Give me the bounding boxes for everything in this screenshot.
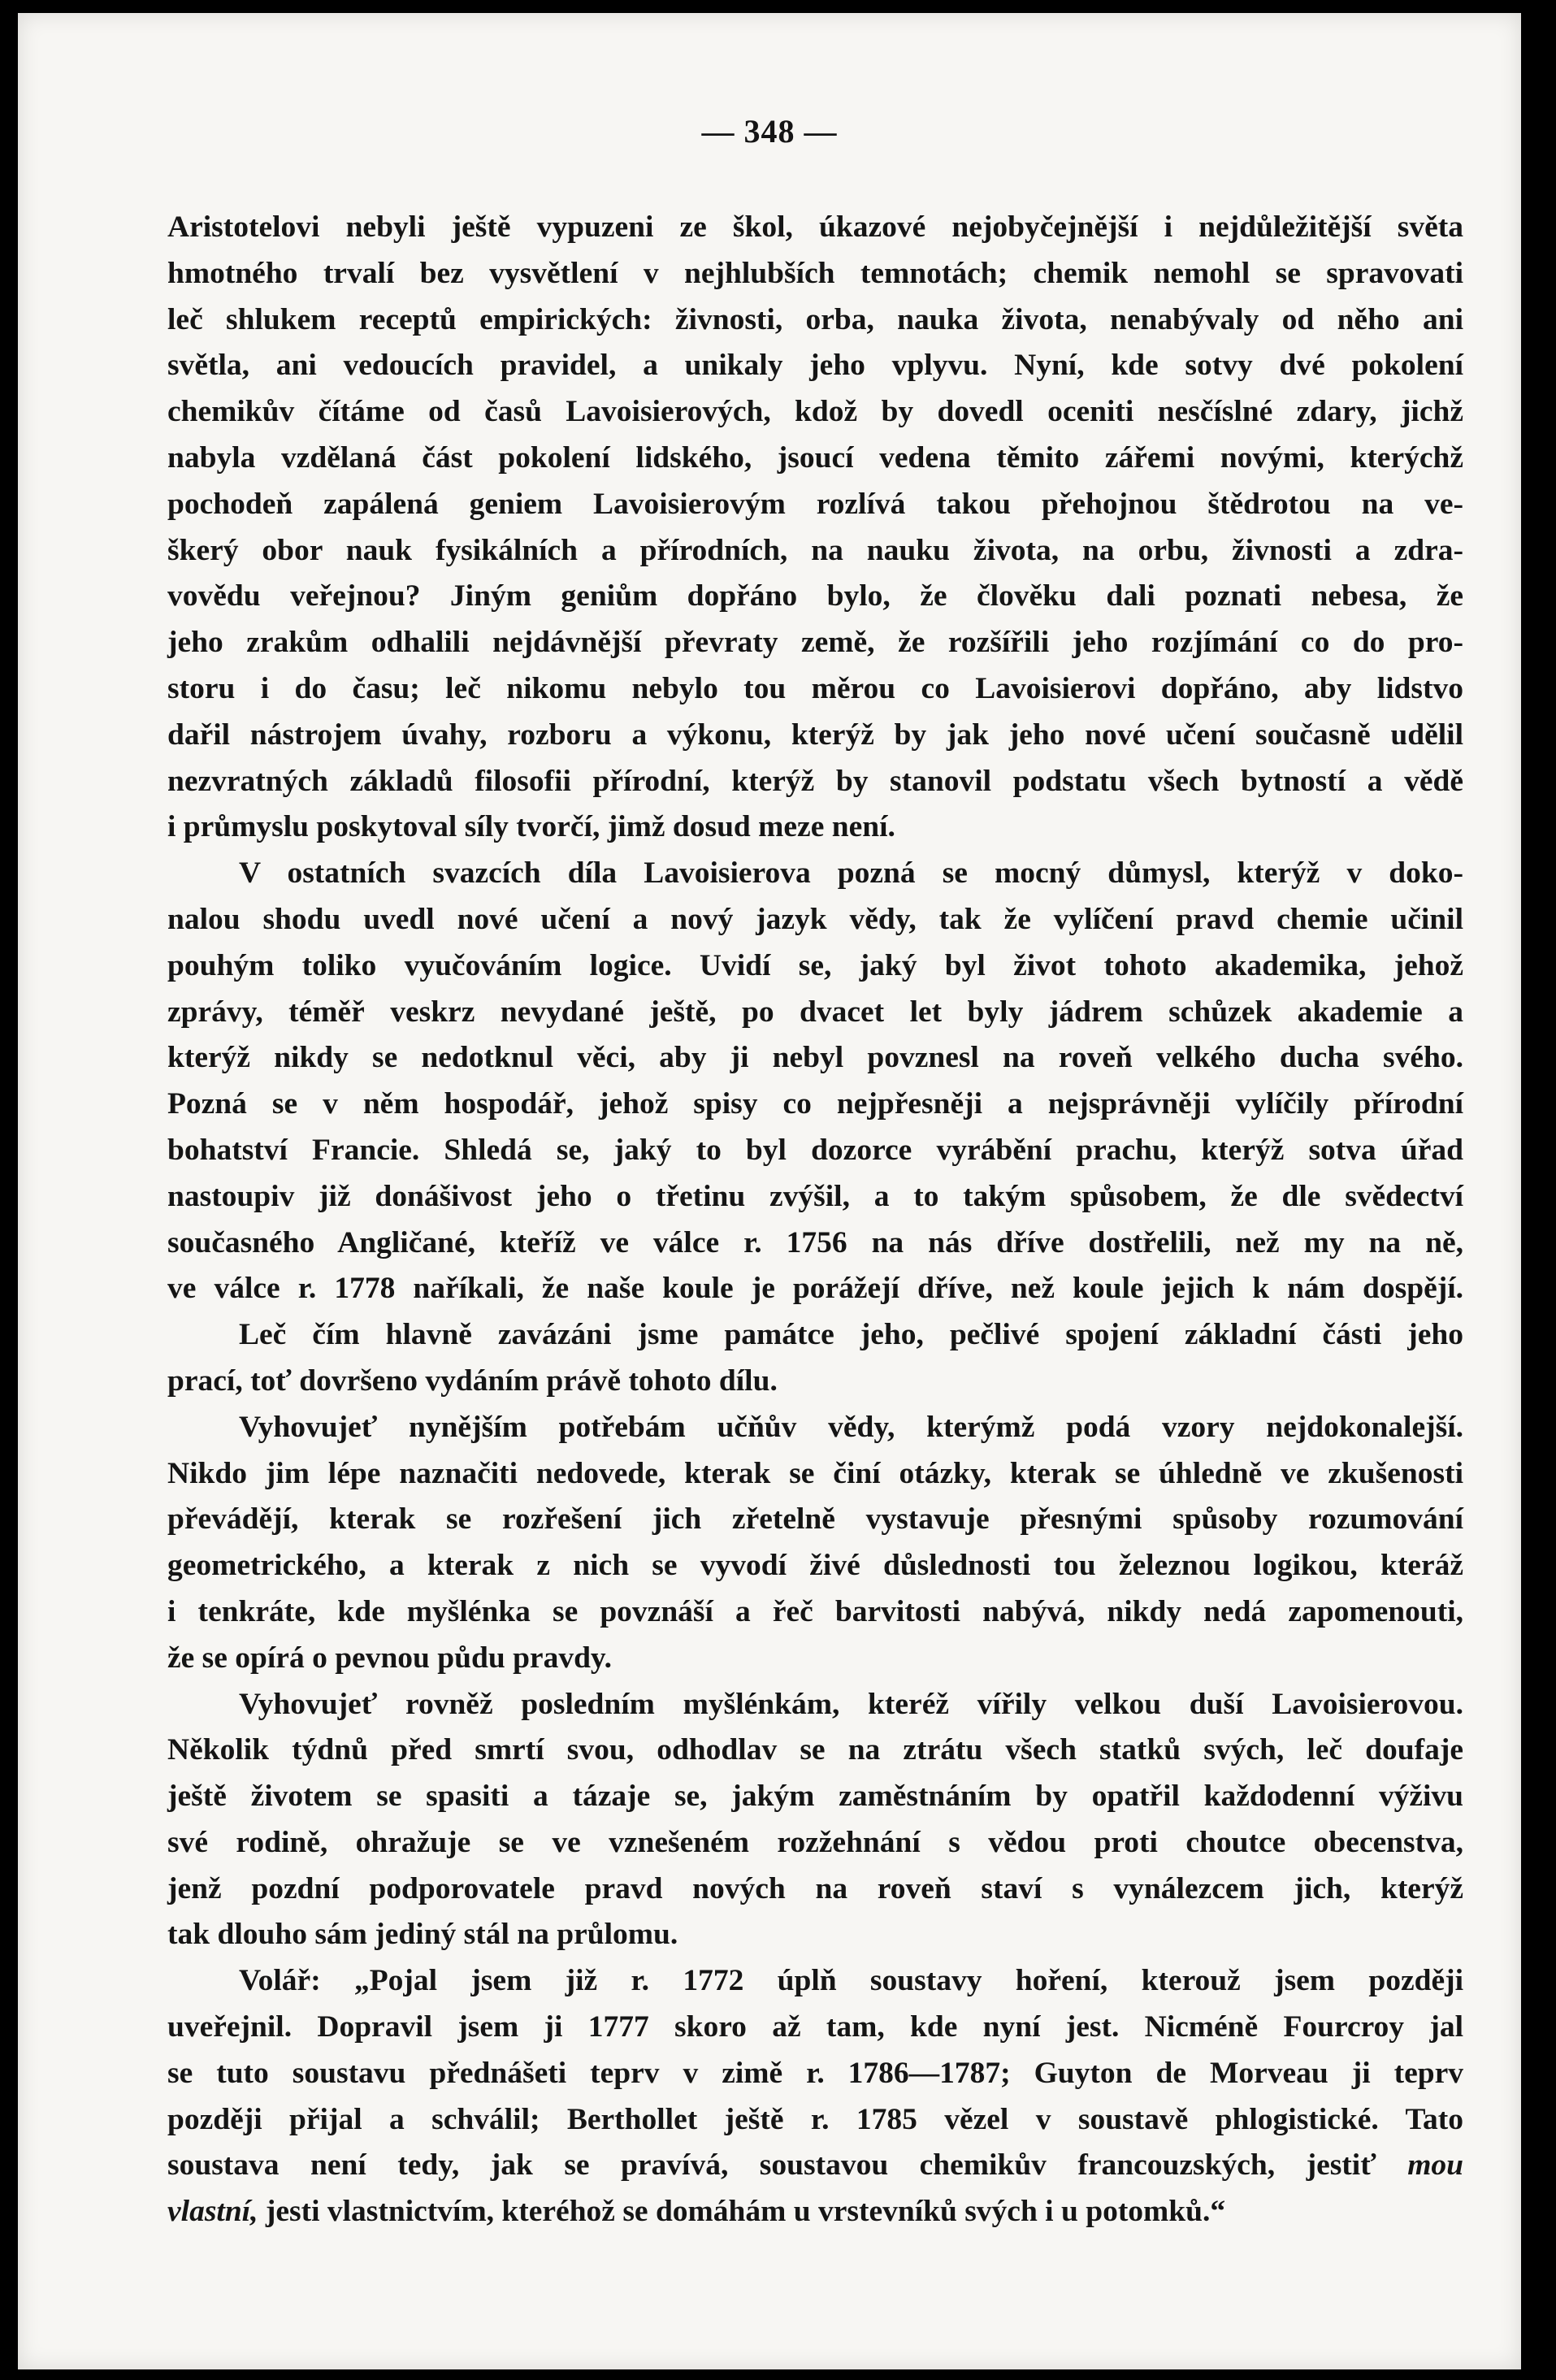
text-line: převádějí, kterak se rozřešení jich zřetelně vystavuje přesnými spůsoby rozumování [167, 1502, 1463, 1537]
text-line: později přijal a schválil; Berthollet ještě r. 1785 vězel v soustavě phlogistické. Tato [167, 2102, 1463, 2136]
text-line: Nikdo jim lépe naznačiti nedovede, kterak se činí otázky, kterak se úhledně ve zkušenosti [167, 1456, 1463, 1490]
text-line: světla, ani vedoucích pravidel, a unikaly jeho vplyvu. Nyní, kde sotvy dvé pokolení [167, 349, 1463, 383]
text-line: své rodině, ohražuje se ve vznešeném rozžehnání s vědou proti choutce obecenstva, [167, 1825, 1463, 1859]
page-number: — 348 — [701, 113, 838, 150]
text-line: Několik týdnů před smrtí svou, odhodlav se na ztrátu všech statků svých, leč doufaje [167, 1733, 1463, 1767]
text-line: tak dlouho sám jediný stál na průlomu. [167, 1918, 678, 1952]
text-line: kterýž nikdy se nedotknul věci, aby ji nebyl povznesl na roveň velkého ducha svého. [167, 1041, 1463, 1075]
text-line: ve válce r. 1778 naříkali, že naše koule je porážejí dříve, než koule jejich k nám dospějí. [167, 1272, 1463, 1306]
text-line: že se opírá o pevnou půdu pravdy. [167, 1641, 612, 1675]
text-line: prací, toť dovršeno vydáním právě tohoto dílu. [167, 1363, 778, 1398]
text-line: dařil nástrojem úvahy, rozboru a výkonu, kterýž by jak jeho nové učení současně udělil [167, 717, 1463, 752]
text-line: i průmyslu poskytoval síly tvorčí, jimž dosud meze není. [167, 810, 895, 844]
text-line: zprávy, téměř veskrz nevydané ještě, po dvacet let byly jádrem schůzek akademie a [167, 995, 1463, 1029]
text-line: Aristotelovi nebyli ještě vypuzeni ze škol, úkazové nejobyčejnější i nejdůležitější světa [167, 210, 1463, 244]
emphasis-text: mou [1407, 2148, 1463, 2183]
text-line: pochodeň zapálená geniem Lavoisierovým rozlívá takou přehojnou štědrotou na ve- [167, 487, 1463, 521]
text-line: ještě životem se spasiti a tázaje se, jakým zaměstnáním by opatřil každodenní výživu [167, 1780, 1463, 1814]
text-segment: jesti vlastnictvím, kteréhož se domáhám u vrstevníků svých i u potomků.“ [265, 2195, 1226, 2229]
text-line: současného Angličané, kteříž ve válce r. 1756 na nás dříve dostřelili, než my na ně, [167, 1225, 1463, 1259]
text-line: geometrického, a kterak z nich se vyvodí živé důslednosti tou železnou logikou, kteráž [167, 1549, 1463, 1583]
body-text [167, 205, 1463, 2235]
text-line: i tenkráte, kde myšlénka se povznáší a řeč barvitosti nabývá, nikdy nedá zapomenouti, [167, 1594, 1463, 1628]
text-line: leč shlukem receptů empirických: živnosti, orba, nauka života, nenabývaly od něho ani [167, 302, 1463, 336]
text-line: hmotného trvalí bez vysvětlení v nejhlubších temnotách; chemik nemohl se spravovati [167, 256, 1463, 290]
emphasis-text: vlastní, [167, 2195, 258, 2229]
text-line: nabyla vzdělaná část pokolení lidského, jsoucí vedena těmito zářemi novými, kterýchž [167, 440, 1463, 475]
text-line: chemikův čítáme od časů Lavoisierových, kdož by dovedl oceniti nesčíslné zdary, jichž [167, 395, 1463, 429]
text-line: nastoupiv již donášivost jeho o třetinu zvýšil, a to takým spůsobem, že dle svědectví [167, 1179, 1463, 1213]
text-line: nezvratných základů filosofii přírodní, kterýž by stanovil podstatu všech bytností a vědě [167, 764, 1463, 798]
text-line: škerý obor nauk fysikálních a přírodních, na nauku života, na orbu, živnosti a zdra- [167, 533, 1463, 567]
book-page [18, 13, 1521, 2369]
text-line: Volář: „Pojal jsem již r. 1772 úplň soustavy hoření, kterouž jsem později [239, 1964, 1463, 1998]
text-line: se tuto soustavu přednášeti teprv v zimě r. 1786—1787; Guyton de Morveau ji teprv [167, 2056, 1463, 2090]
text-line: uveřejnil. Dopravil jsem ji 1777 skoro až tam, kde nyní jest. Nicméně Fourcroy jal [167, 2010, 1463, 2044]
text-line: pouhým toliko vyučováním logice. Uvidí se, jaký byl život tohoto akademika, jehož [167, 948, 1463, 982]
text-line: Leč čím hlavně zavázáni jsme památce jeho, pečlivé spojení základní části jeho [239, 1318, 1463, 1352]
text-line-with-emphasis [167, 2143, 1463, 2189]
text-line: bohatství Francie. Shledá se, jaký to byl dozorce vyrábění prachu, kterýž sotva úřad [167, 1133, 1463, 1167]
text-line: Vyhovujeť nynějším potřebám učňův vědy, kterýmž podá vzory nejdokonalejší. [239, 1410, 1463, 1444]
text-line: Vyhovujeť rovněž posledním myšlénkám, kteréž vířily velkou duší Lavoisierovou. [239, 1687, 1463, 1721]
text-line: jenž pozdní podporovatele pravd nových na roveň staví s vynálezcem jich, kterýž [167, 1871, 1463, 1905]
text-line: jeho zrakům odhalili nejdávnější převraty země, že rozšířili jeho rozjímání co do pro- [167, 626, 1463, 660]
text-segment: soustava není tedy, jak se pravívá, soustavou chemikův francouzských, jestiť [167, 2148, 1408, 2183]
text-line: Pozná se v něm hospodář, jehož spisy co nejpřesněji a nejsprávněji vylíčily přírodní [167, 1087, 1463, 1121]
text-line: V ostatních svazcích díla Lavoisierova pozná se mocný důmysl, kterýž v doko- [239, 856, 1463, 891]
text-line: vovědu veřejnou? Jiným geniům dopřáno bylo, že člověku dali poznati nebesa, že [167, 579, 1463, 613]
text-line: nalou shodu uvedl nové učení a nový jazyk vědy, tak že vylíčení pravd chemie učinil [167, 902, 1463, 936]
text-line-with-emphasis [167, 2189, 1463, 2235]
text-line: storu i do času; leč nikomu nebylo tou měrou co Lavoisierovi dopřáno, aby lidstvo [167, 671, 1463, 705]
